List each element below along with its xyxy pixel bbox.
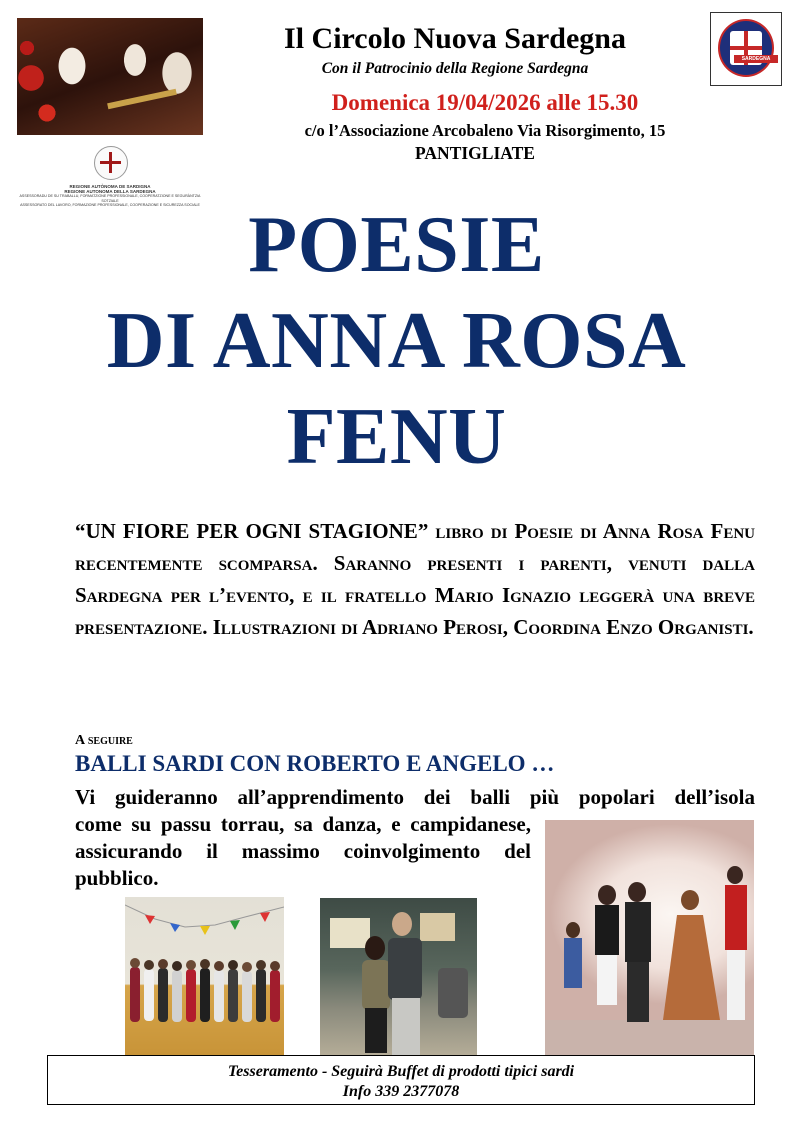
patronage-line: Con il Patrocinio della Regione Sardegna [321, 60, 589, 77]
organization-name: Il Circolo Nuova Sardegna [284, 22, 626, 55]
dance-heading: BALLI SARDI CON ROBERTO E ANGELO … [75, 751, 555, 776]
event-town: PANTIGLIATE [415, 143, 535, 163]
book-title: “UN FIORE PER OGNI STAGIONE” [75, 519, 429, 543]
event-date-time: Domenica 19/04/2026 alle 15.30 [331, 90, 639, 115]
description-text: libro di Poesie di Anna Rosa Fenu recentemente scomparsa. Saranno presenti i parenti, venuti dalla Sardegna per l’evento, e il fratello Mario Ignazio leggerà una breve presentazione. Illustrazioni di Adriano Perosi, Coordina Enzo Organisti. [75, 519, 755, 639]
sardinian-costume-photo [17, 18, 203, 135]
costume-dance-photo [545, 820, 754, 1056]
event-venue: c/o l’Associazione Arcobaleno Via Risorgimento, 15 [304, 121, 666, 140]
dance-text-line2: come su passu torrau, sa danza, e campidanese, assicurando il massimo coinvolgimento del pubblico. [75, 812, 531, 890]
region-logo-line1: REGIONE AUTÒNOMA DE SARDIGNA [69, 184, 151, 189]
a-seguire-label: A seguire [75, 733, 133, 748]
region-logo-line3: ASSESSORADU DE SU TRABALLU, FORMATZIONE PROFESSIONALE, COOPERATZIONE E SEGURÀNTZIA SOTZIALE [19, 194, 201, 203]
region-coat-of-arms-icon [94, 146, 128, 180]
group-dance-photo [125, 897, 284, 1055]
region-logo-line2: REGIONE AUTONOMA DELLA SARDEGNA [64, 189, 156, 194]
moors-flag-icon [718, 19, 774, 77]
region-logo-line4: ASSESSORATO DEL LAVORO, FORMAZIONE PROFESSIONALE, COOPERAZIONE E SICUREZZA SOCIALE [20, 203, 200, 207]
footer-line1: Tesseramento - Seguirà Buffet di prodotti tipici sardi [227, 1063, 575, 1080]
title-line-2: DI ANNA ROSA [106, 297, 687, 385]
sardegna-flag-badge [710, 12, 782, 86]
event-description [75, 515, 755, 643]
title-line-3: FENU [286, 393, 507, 481]
couple-dance-photo [320, 898, 477, 1056]
badge-label: SARDEGNA [734, 55, 778, 63]
footer-info-box [47, 1055, 755, 1105]
title-line-1: POESIE [248, 201, 545, 289]
dance-text-line1: Vi guideranno all’apprendimento dei balli più popolari dell’isola [75, 785, 755, 809]
footer-contact: Info 339 2377078 [342, 1083, 460, 1100]
